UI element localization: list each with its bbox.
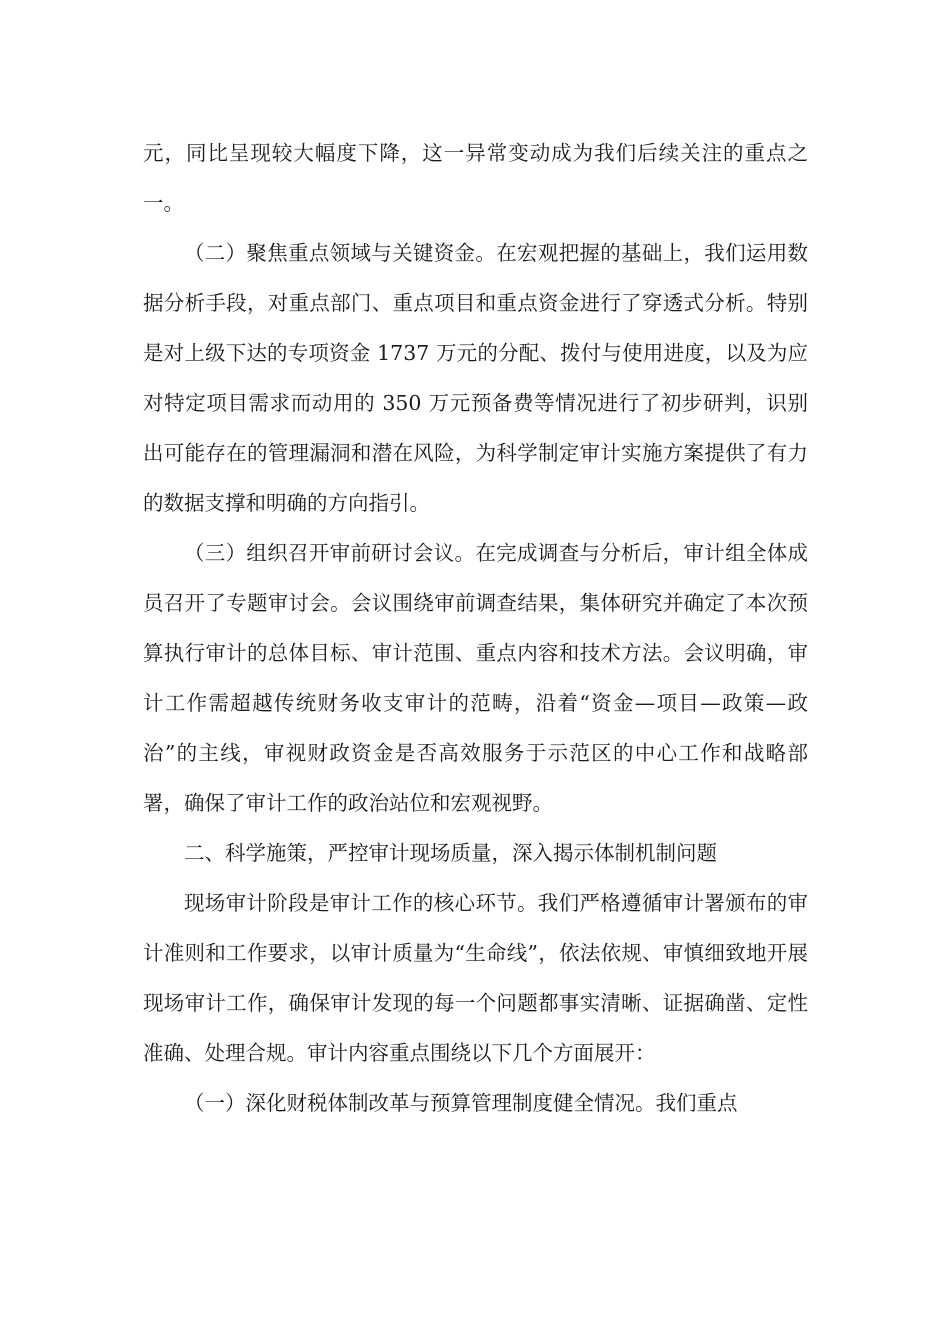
paragraph-continuation: 元，同比呈现较大幅度下降，这一异常变动成为我们后续关注的重点之一。 <box>143 141 808 215</box>
document-body <box>143 128 808 1128</box>
section-heading-two: 二、科学施策，严控审计现场质量，深入揭示体制机制问题 <box>184 841 717 865</box>
paragraph-focus-key-funds: （二）聚焦重点领域与关键资金。在宏观把握的基础上，我们运用数据分析手段，对重点部门、重点项目和重点资金进行了穿透式分析。特别是对上级下达的专项资金 1737 万元的分配、拨付与使用进度，以及为应对特定项目需求而动用的 350 万元预备费等情况进行了初步研判，识别出可能存在的管理漏洞和潜在风险，为科学制定审计实施方案提供了有力的数据支撑和明确的方向指引。 <box>143 241 808 515</box>
paragraph-pre-audit-meeting: （三）组织召开审前研讨会议。在完成调查与分析后，审计组全体成员召开了专题审讨会。会议围绕审前调查结果，集体研究并确定了本次预算执行审计的总体目标、审计范围、重点内容和技术方法。会议明确，审计工作需超越传统财务收支审计的范畴，沿着“资金—项目—政策—政治”的主线，审视财政资金是否高效服务于示范区的中心工作和战略部署，确保了审计工作的政治站位和宏观视野。 <box>143 541 808 815</box>
paragraph-onsite-audit: 现场审计阶段是审计工作的核心环节。我们严格遵循审计署颁布的审计准则和工作要求，以审计质量为“生命线”，依法依规、审慎细致地开展现场审计工作，确保审计发现的每一个问题都事实清晰、证据确凿、定性准确、处理合规。审计内容重点围绕以下几个方面展开： <box>143 891 808 1065</box>
paragraph-fiscal-reform: （一）深化财税体制改革与预算管理制度健全情况。我们重点 <box>184 1091 738 1115</box>
